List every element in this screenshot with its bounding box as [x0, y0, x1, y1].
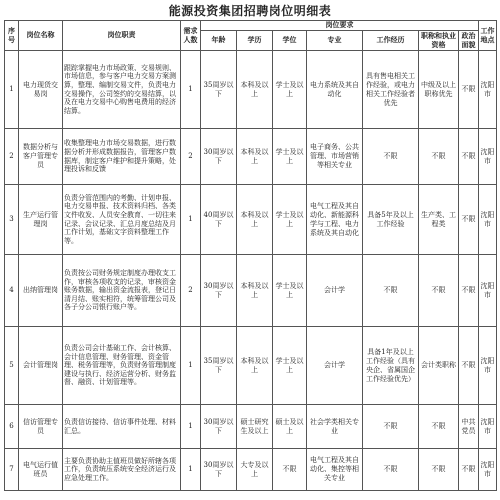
cell-experience: 不限: [363, 449, 419, 491]
cell-location: 沈阳市: [479, 129, 497, 185]
cell-location: 沈阳市: [479, 255, 497, 327]
cell-edu: 硕士研究生及以上: [237, 405, 273, 449]
cell-political: 不限: [459, 255, 479, 327]
cell-location: 沈阳市: [479, 405, 497, 449]
cell-position: 生产运行管理岗: [19, 185, 63, 255]
cell-title-cert: 会计类职称: [419, 327, 459, 405]
cell-major: 会计学: [307, 255, 363, 327]
cell-location: 沈阳市: [479, 51, 497, 129]
cell-political: 不限: [459, 51, 479, 129]
cell-degree: 硕士及以上: [273, 405, 307, 449]
cell-degree: 学士及以上: [273, 51, 307, 129]
cell-title-cert: 不限: [419, 129, 459, 185]
cell-title-cert: 不限: [419, 255, 459, 327]
cell-duty: 负责信访接待、信访事件处理、材料汇总。: [63, 405, 181, 449]
header-major: 专业: [307, 31, 363, 51]
header-edu: 学历: [237, 31, 273, 51]
cell-edu: 本科及以上: [237, 51, 273, 129]
cell-political: 不限: [459, 129, 479, 185]
table-row: [5, 185, 497, 255]
cell-edu: 本科及以上: [237, 327, 273, 405]
recruitment-table: [4, 20, 497, 491]
cell-age: 30周岁以下: [201, 405, 237, 449]
cell-experience: 具备5年及以上工作经验: [363, 185, 419, 255]
cell-seq: 7: [5, 449, 19, 491]
header-age: 年龄: [201, 31, 237, 51]
cell-edu: 本科及以上: [237, 129, 273, 185]
cell-title-cert: 不限: [419, 405, 459, 449]
cell-edu: 本科及以上: [237, 255, 273, 327]
cell-position: 会计管理岗: [19, 327, 63, 405]
cell-count: 2: [181, 255, 201, 327]
cell-degree: 学士及以上: [273, 327, 307, 405]
cell-position: 电气运行值班员: [19, 449, 63, 491]
cell-count: 2: [181, 129, 201, 185]
cell-title-cert: 不限: [419, 449, 459, 491]
cell-major: 社会学类相关专业: [307, 405, 363, 449]
cell-count: 1: [181, 51, 201, 129]
cell-position: 电力现货交易岗: [19, 51, 63, 129]
cell-experience: 不限: [363, 405, 419, 449]
cell-edu: 本科及以上: [237, 185, 273, 255]
cell-count: 1: [181, 405, 201, 449]
cell-count: 1: [181, 327, 201, 405]
cell-duty: 负责按公司财务规定制度办理收支工作，审核各项收支的记录，审核资金账务数据，输出资金流报表，登记日清月结、账实相符，统筹管理公司及各子分公司银行账户等。: [63, 255, 181, 327]
header-position: 岗位名称: [19, 21, 63, 51]
cell-title-cert: 生产类、工程类: [419, 185, 459, 255]
cell-seq: 3: [5, 185, 19, 255]
cell-age: 30周岁以下: [201, 129, 237, 185]
cell-major: 电气工程及其自动化、新能源科学与工程、电力系统及其自动化: [307, 185, 363, 255]
page-title: 能源投资集团招聘岗位明细表: [168, 4, 332, 18]
table-row: [5, 405, 497, 449]
cell-duty: 收集整理电力市场交易数据，进行数据分析并形成数据报告，管理客户数据库，制定客户维护和提升策略，处理投诉和反馈: [63, 129, 181, 185]
header-political: 政治面貌: [459, 31, 479, 51]
cell-degree: 学士及以上: [273, 185, 307, 255]
header-degree: 学位: [273, 31, 307, 51]
cell-political: 中共党员: [459, 405, 479, 449]
cell-political: 不限: [459, 185, 479, 255]
cell-political: 不限: [459, 327, 479, 405]
cell-major: 电力系统及其自动化: [307, 51, 363, 129]
cell-duty: 负责分管范围内的考勤、计划申报、电力交易申报、技术资料归档、各类文件收发、人员安全教育、一切往来记录、会议记录、汇总月度总结及月工作计划，基础文字资料整理工作等。: [63, 185, 181, 255]
cell-position: 数据分析与客户管理专员: [19, 129, 63, 185]
cell-degree: 学士及以上: [273, 129, 307, 185]
cell-edu: 大专及以上: [237, 449, 273, 491]
cell-duty: 主要负责协助主值班员做好所辖各项工作，负责统压系统安全经济运行及应急处理工作。: [63, 449, 181, 491]
table-row: [5, 129, 497, 185]
header-title-cert: 职称和执业资格: [419, 31, 459, 51]
cell-age: 30周岁以下: [201, 255, 237, 327]
cell-count: 1: [181, 185, 201, 255]
header-location: 工作地点: [479, 21, 497, 51]
header-seq: 序号: [5, 21, 19, 51]
cell-political: 不限: [459, 449, 479, 491]
table-header-row: [5, 21, 497, 31]
cell-experience: 具备1年及以上工作经验（具有央企、省属国企工作经验优先）: [363, 327, 419, 405]
table-row: [5, 327, 497, 405]
cell-duty: 跟踪掌握电力市场政策、交易规则、市场信息，参与客户电力交易方案测算，整理、编制交易文件，负责电力交易操作，公司签约的交易结算，以及在电力交易中心购售电费用的经济结算。: [63, 51, 181, 129]
cell-position: 信访管理专员: [19, 405, 63, 449]
cell-seq: 6: [5, 405, 19, 449]
cell-location: 沈阳市: [479, 327, 497, 405]
header-duty: 岗位职责: [63, 21, 181, 51]
cell-major: 电气工程及其自动化、集控等相关专业: [307, 449, 363, 491]
cell-title-cert: 中级及以上职称优先: [419, 51, 459, 129]
cell-count: 1: [181, 449, 201, 491]
cell-age: 35周岁以下: [201, 51, 237, 129]
cell-experience: 具有售电相关工作经验，或电力相关工作经验者优先: [363, 51, 419, 129]
cell-age: 40周岁以下: [201, 185, 237, 255]
cell-position: 出纳管理岗: [19, 255, 63, 327]
table-row: [5, 51, 497, 129]
cell-age: 35周岁以下: [201, 327, 237, 405]
cell-degree: 学士及以上: [273, 255, 307, 327]
table-row: [5, 255, 497, 327]
cell-degree: 不限: [273, 449, 307, 491]
cell-location: 沈阳市: [479, 449, 497, 491]
cell-major: 电子商务、公共管理、市场营销等相关专业: [307, 129, 363, 185]
header-experience: 工作经历: [363, 31, 419, 51]
cell-duty: 负责公司会计基础工作、会计核算、会计信息管理、财务管理、资金管理、税务管理等，负责财务管理制度建设与执行、经济运营分析、财务监督、融资、计划管理等。: [63, 327, 181, 405]
cell-major: 会计学: [307, 327, 363, 405]
header-count: 需求人数: [181, 21, 201, 51]
cell-age: 30周岁以下: [201, 449, 237, 491]
cell-seq: 1: [5, 51, 19, 129]
cell-seq: 2: [5, 129, 19, 185]
header-conditions: 岗位要求: [201, 21, 479, 31]
cell-experience: 不限: [363, 255, 419, 327]
cell-location: 沈阳市: [479, 185, 497, 255]
cell-seq: 5: [5, 327, 19, 405]
table-row: [5, 449, 497, 491]
cell-seq: 4: [5, 255, 19, 327]
cell-experience: 不限: [363, 129, 419, 185]
